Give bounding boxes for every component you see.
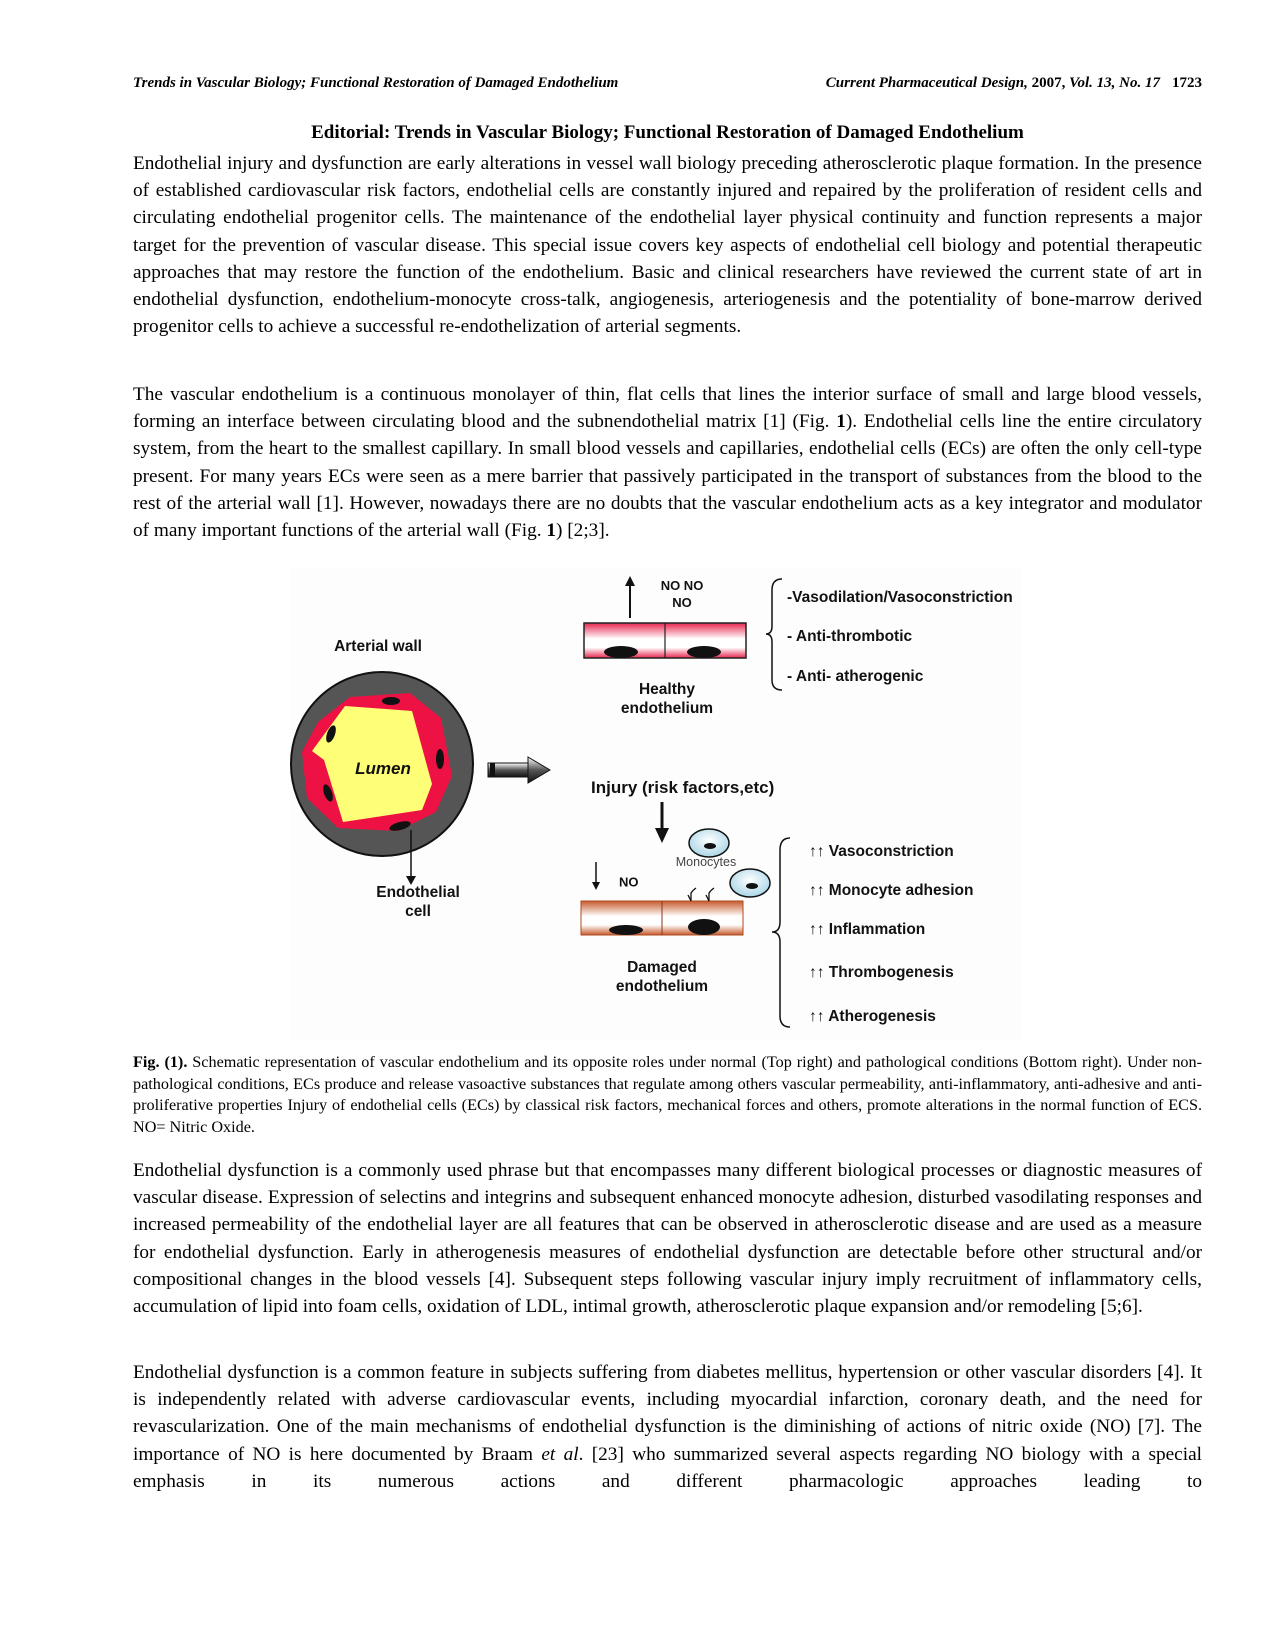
right-arrow-icon [488,757,550,783]
monocyte-icon [730,869,770,897]
paragraph-2-text-c: ) [2;3]. [556,520,610,542]
running-head-citation [826,75,1202,92]
healthy-endothelium-label: Healthy endothelium [620,681,714,717]
down-arrow-icon [592,882,600,890]
healthy-effect-item: - Anti- atherogenic [787,668,924,685]
damaged-effect-item: ↑↑ Atherogenesis [809,1008,936,1025]
injury-label: Injury (risk factors,etc) [591,778,775,797]
arterial-wall-label: Arterial wall [334,638,422,655]
figure-1 [290,569,1022,1039]
page-number: 1723 [1172,75,1202,91]
up-arrow-icon [625,576,635,586]
healthy-effect-item: -Vasodilation/Vasoconstriction [787,589,1013,606]
caption-text: Schematic representation of vascular endothelium and its opposite roles under normal (Top right) and pathological conditions (Bottom right). Under non-pathological conditions, ECs produce and release vasoactive substances that regulate among others vascular permeability, anti-inflammatory, anti-adhesive and anti-proliferative properties Injury of endothelial cells (ECs) by classical risk factors, mechanical forces and others, promote alterations in the normal function of ECS. NO= Nitric Oxide. [133,1053,1202,1136]
journal-volume: Vol. 13, No. 17 [1065,75,1160,91]
monocytes-label: Monocytes [675,855,737,869]
et-al: et al [541,1443,579,1465]
caption-label: Fig. (1). [133,1053,188,1071]
paragraph-2-text-b: ). Endothelial cells line the entire circulatory system, from the heart to the smallest capillary. In small blood vessels and capillaries, endothelial cells (ECs) are often the only cell-type present. For many years ECs were seen as a mere barrier that passively participated in the transport of substances from the blood to the rest of the arterial wall [1]. However, nowadays there are no doubts that the vascular endothelium acts as a key integrator and modulator of many important functions of the arterial wall (Fig. [133,411,1202,542]
damaged-endothelium-icon [581,888,743,935]
paragraph-4 [133,1359,1202,1495]
figure-caption [133,1052,1202,1138]
no-release-label: NO NO NO [660,578,704,610]
damaged-effect-item: ↑↑ Monocyte adhesion [809,882,974,899]
left-brace-icon [772,838,790,1027]
healthy-effect-item: - Anti-thrombotic [787,628,913,645]
lumen-label: Lumen [355,759,411,778]
endothelial-cell-label: Endothelial cell [376,884,460,920]
paragraph-1: Endothelial injury and dysfunction are early alterations in vessel wall biology preceding atherosclerotic plaque formation. In the presence of established cardiovascular risk factors, endothelial cells are constantly injured and repaired by the proliferation of resident cells and circulating endothelial progenitor cells. The maintenance of the endothelial layer physical continuity and function represents a major target for the prevention of vascular disease. This special issue covers key aspects of endothelial cell biology and potential therapeutic approaches that may restore the function of the endothelium. Basic and clinical researchers have reviewed the current state of art in endothelial dysfunction, endothelium-monocyte cross-talk, angiogenesis, arteriogenesis and the potentiality of bone-marrow derived progenitor cells to achieve a successful re-endothelization of arterial segments. [133,153,1202,338]
left-brace-icon [766,579,782,690]
journal-year: 2007, [1027,75,1066,91]
damaged-endothelium-label: Damaged endothelium [615,959,709,995]
damaged-effect-item: ↑↑ Thrombogenesis [809,964,954,981]
paragraph-2 [133,381,1202,544]
fig-ref-link[interactable]: 1 [546,520,557,542]
damaged-effect-item: ↑↑ Inflammation [809,921,926,938]
damaged-effect-item: ↑↑ Vasoconstriction [809,843,954,860]
healthy-endothelium-icon [584,623,746,658]
paragraph-3: Endothelial dysfunction is a commonly used phrase but that encompasses many different biological processes or diagnostic measures of vascular disease. Expression of selectins and integrins and subsequent enhanced monocyte adhesion, disturbed vasodilating responses and increased permeability of the endothelial layer are all features that can be observed in atherosclerotic disease and are used as a measure for endothelial dysfunction. Early in atherogenesis measures of endothelial dysfunction are detectable before other structural and/or compositional changes in the blood vessels [4]. Subsequent steps following vascular injury imply recruitment of inflammatory cells, accumulation of lipid into foam cells, oxidation of LDL, intimal growth, atherosclerotic plaque expansion and/or remodeling [5;6]. [133,1160,1202,1318]
paragraph-4-text-a: Endothelial dysfunction is a common feature in subjects suffering from diabetes mellitus, hypertension or other vascular disorders [4]. It is independently related with adverse cardiovascular events, including myocardial infarction, coronary death, and the need for revascularization. One of the main mechanisms of endothelial dysfunction is the diminishing of actions of nitric oxide (NO) [7]. The importance of NO is here documented by Braam [133,1362,1202,1465]
no-reduced-label: NO [619,874,639,890]
paragraph-4-text-b: . [23] who summarized several aspects regarding NO biology with a special emphasis in its numerous actions and different pharmacologic approaches leading to [133,1443,1202,1492]
article-title: Editorial: Trends in Vascular Biology; Functional Restoration of Damaged Endothelium [311,122,1024,143]
down-arrow-icon [655,828,669,843]
journal-name: Current Pharmaceutical Design, [825,75,1028,91]
paragraph-2-text-a: The vascular endothelium is a continuous monolayer of thin, flat cells that lines the interior surface of small and large blood vessels, forming an interface between circulating blood and the subnendothelial matrix [1] (Fig. [133,384,1202,433]
running-head-title: Trends in Vascular Biology; Functional Restoration of Damaged Endothelium [133,75,619,91]
fig-ref-link[interactable]: 1 [836,411,846,433]
